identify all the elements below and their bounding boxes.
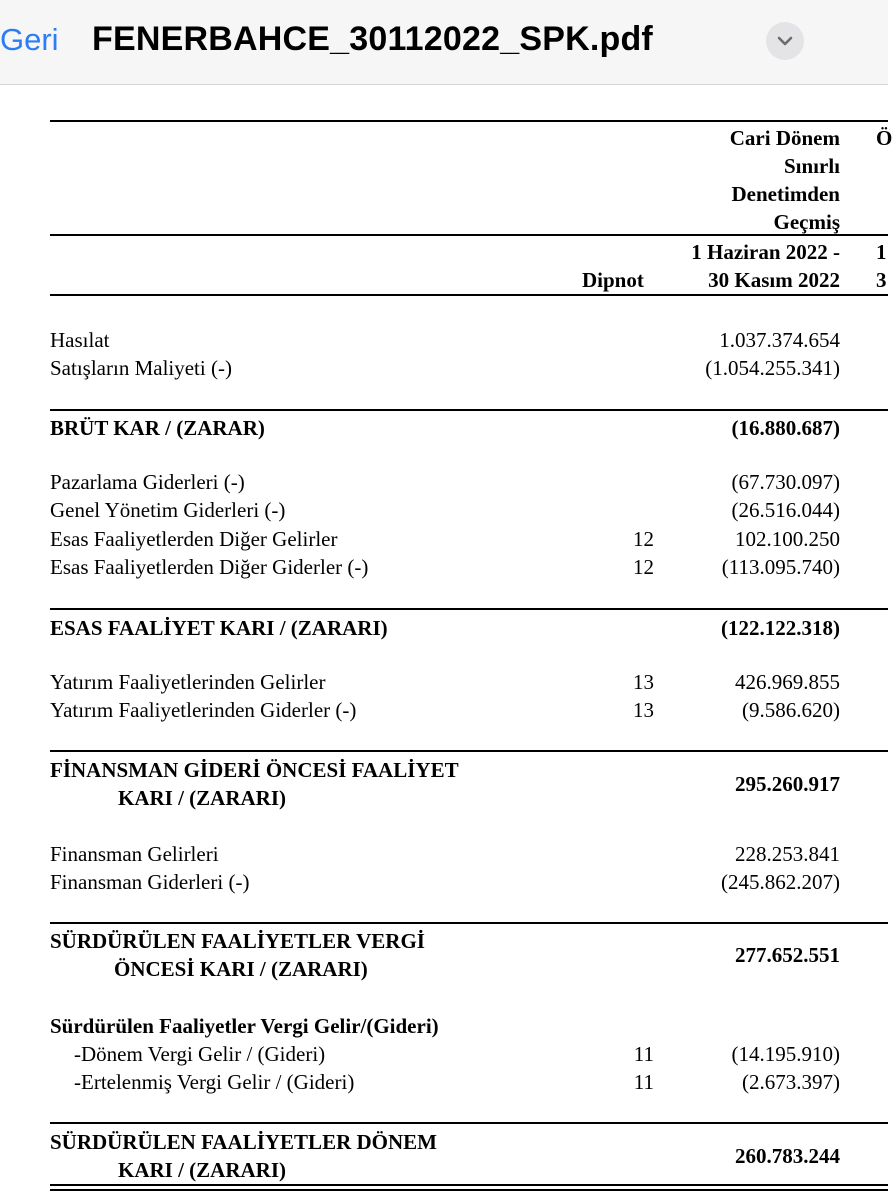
subtotal-value: 295.260.917 [735, 772, 840, 796]
row-note: 13 [633, 670, 654, 694]
section-rule [50, 608, 888, 610]
row-label: Satışların Maliyeti (-) [50, 356, 232, 380]
row-value: (67.730.097) [731, 470, 840, 494]
row-value: (2.673.397) [742, 1070, 840, 1094]
row-label: Yatırım Faaliyetlerinden Gelirler [50, 670, 326, 694]
row-value: 426.969.855 [735, 670, 840, 694]
subtotal-value: (122.122.318) [721, 616, 840, 640]
chevron-down-icon [776, 33, 794, 49]
dipnot-header: Dipnot [582, 268, 644, 292]
double-rule-bottom [50, 1189, 888, 1191]
row-note: 13 [633, 698, 654, 722]
row-label: Esas Faaliyetlerden Diğer Giderler (-) [50, 555, 369, 579]
period-header: 1 Haziran 2022 - 30 Kasım 2022 [691, 240, 840, 292]
row-value: 228.253.841 [735, 842, 840, 866]
document-title[interactable]: FENERBAHCE_30112022_SPK.pdf [92, 20, 653, 58]
toolbar [0, 0, 888, 85]
row-label: -Ertelenmiş Vergi Gelir / (Gideri) [74, 1070, 355, 1094]
row-value: (9.586.620) [742, 698, 840, 722]
prior-period-date-cut: 1 3 [876, 240, 887, 292]
subtotal-value: 277.652.551 [735, 943, 840, 967]
subtotal-label: SÜRDÜRÜLEN FAALİYETLER VERGİ [50, 929, 425, 953]
row-value: 102.100.250 [735, 527, 840, 551]
row-note: 12 [633, 527, 654, 551]
subtotal-label: ESAS FAALİYET KARI / (ZARARI) [50, 616, 388, 640]
row-label: Esas Faaliyetlerden Diğer Gelirler [50, 527, 338, 551]
subtotal-label: BRÜT KAR / (ZARAR) [50, 416, 265, 440]
subtotal-label-cont: KARI / (ZARARI) [118, 786, 286, 810]
row-label: Genel Yönetim Giderleri (-) [50, 498, 286, 522]
row-label: Finansman Gelirleri [50, 842, 219, 866]
row-value: (1.054.255.341) [705, 356, 840, 380]
row-value: (14.195.910) [731, 1042, 840, 1066]
total-label: SÜRDÜRÜLEN FAALİYETLER DÖNEM [50, 1130, 437, 1154]
subtotal-label: FİNANSMAN GİDERİ ÖNCESİ FAALİYET [50, 758, 459, 782]
row-value: (113.095.740) [721, 555, 840, 579]
row-note: 11 [633, 1042, 654, 1066]
table-top-rule [50, 120, 888, 122]
row-value: 1.037.374.654 [719, 328, 840, 352]
row-value: (245.862.207) [721, 870, 840, 894]
header-bottom-rule [50, 294, 888, 296]
prior-period-header-cut: Ö [876, 126, 892, 150]
subtotal-label-cont: ÖNCESİ KARI / (ZARARI) [114, 957, 368, 981]
section-rule [50, 1122, 888, 1124]
row-value: (26.516.044) [731, 498, 840, 522]
subtotal-value: (16.880.687) [731, 416, 840, 440]
row-label: Finansman Giderleri (-) [50, 870, 250, 894]
row-label: Pazarlama Giderleri (-) [50, 470, 245, 494]
section-rule [50, 409, 888, 411]
income-statement-page [0, 84, 892, 1200]
row-note: 11 [633, 1070, 654, 1094]
title-menu-button[interactable] [766, 22, 804, 60]
section-rule [50, 750, 888, 752]
total-label-cont: KARI / (ZARARI) [118, 1158, 286, 1182]
total-value: 260.783.244 [735, 1144, 840, 1168]
column-header-title: Cari Dönem Sınırlı Denetimden Geçmiş [729, 126, 840, 234]
row-note: 12 [633, 555, 654, 579]
section-rule [50, 922, 888, 924]
row-label: -Dönem Vergi Gelir / (Gideri) [74, 1042, 326, 1066]
group-label: Sürdürülen Faaliyetler Vergi Gelir/(Gideri) [50, 1014, 439, 1038]
header-rule [50, 234, 888, 236]
back-button[interactable]: Geri [0, 22, 59, 57]
double-rule-top [50, 1184, 888, 1186]
row-label: Hasılat [50, 328, 110, 352]
row-label: Yatırım Faaliyetlerinden Giderler (-) [50, 698, 357, 722]
